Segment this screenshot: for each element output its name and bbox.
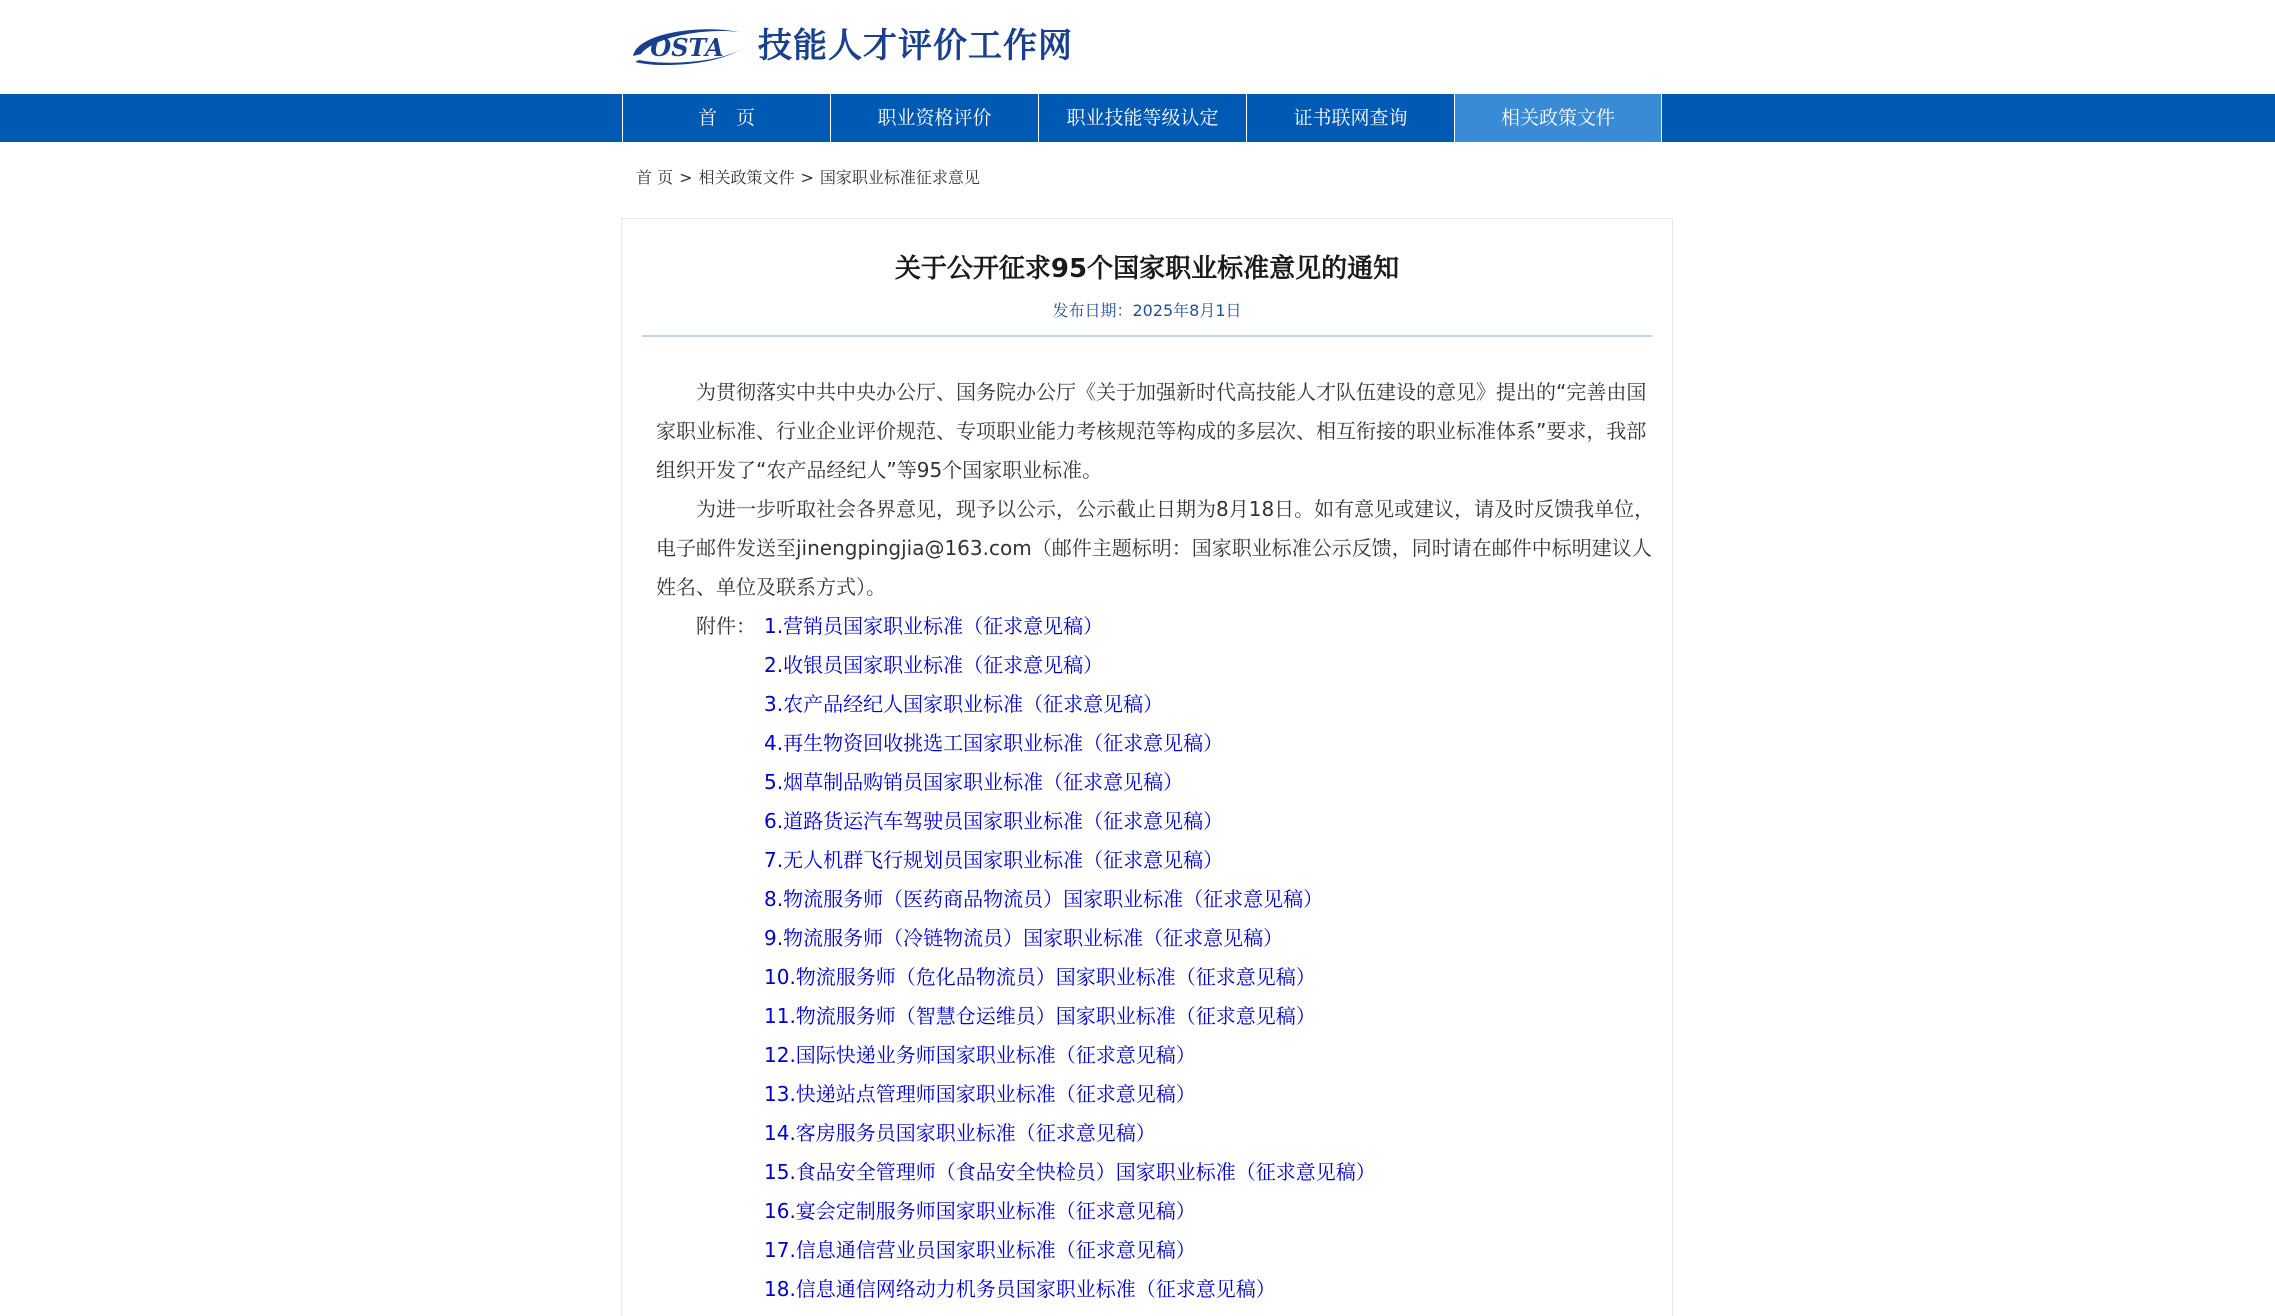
- list-item: [764, 646, 1376, 685]
- site-title: 技能人才评价工作网: [758, 26, 1073, 66]
- body-paragraph: 为进一步听取社会各界意见，现予以公示，公示截止日期为8月18日。如有意见或建议，请及时反馈我单位，电子邮件发送至jinengpingjia@163.com（邮件主题标明：国家职业标准公示反馈，同时请在邮件中标明建议人姓名、单位及联系方式）。: [656, 497, 1655, 599]
- breadcrumb-home[interactable]: 首 页: [636, 168, 674, 187]
- list-item: [764, 1192, 1376, 1231]
- list-item: [764, 880, 1376, 919]
- attachment-link[interactable]: 2.收银员国家职业标准（征求意见稿）: [764, 653, 1104, 677]
- list-item: [764, 802, 1376, 841]
- main-navigation: [0, 94, 2275, 142]
- site-header: [0, 0, 2275, 94]
- list-item: [764, 1036, 1376, 1075]
- attachment-link[interactable]: 13.快递站点管理师国家职业标准（征求意见稿）: [764, 1082, 1196, 1106]
- list-item: [764, 958, 1376, 997]
- attachment-link[interactable]: 10.物流服务师（危化品物流员）国家职业标准（征求意见稿）: [764, 965, 1316, 989]
- attachment-list: [764, 607, 1376, 1309]
- list-item: [764, 919, 1376, 958]
- attachment-link[interactable]: 1.营销员国家职业标准（征求意见稿）: [764, 614, 1104, 638]
- attachment-link[interactable]: 4.再生物资回收挑选工国家职业标准（征求意见稿）: [764, 731, 1224, 755]
- list-item: [764, 997, 1376, 1036]
- list-item: [764, 841, 1376, 880]
- attachments-label: 附件：: [696, 614, 756, 638]
- breadcrumb-separator: >: [800, 168, 814, 187]
- attachment-link[interactable]: 18.信息通信网络动力机务员国家职业标准（征求意见稿）: [764, 1277, 1276, 1301]
- attachment-link[interactable]: 11.物流服务师（智慧仓运维员）国家职业标准（征求意见稿）: [764, 1004, 1316, 1028]
- list-item: [764, 685, 1376, 724]
- list-item: [764, 1153, 1376, 1192]
- nav-item-policy-documents[interactable]: 相关政策文件: [1454, 94, 1662, 142]
- article-title: 关于公开征求95个国家职业标准意见的通知: [894, 254, 1400, 284]
- list-item: [764, 1114, 1376, 1153]
- attachment-link[interactable]: 5.烟草制品购销员国家职业标准（征求意见稿）: [764, 770, 1184, 794]
- list-item: [764, 1270, 1376, 1309]
- article-body: [656, 373, 1656, 607]
- nav-item-certificate-query[interactable]: 证书联网查询: [1246, 94, 1454, 142]
- title-divider: [642, 335, 1652, 337]
- publish-date: 发布日期：2025年8月1日: [1052, 301, 1242, 320]
- attachment-link[interactable]: 12.国际快递业务师国家职业标准（征求意见稿）: [764, 1043, 1196, 1067]
- logo-text: OSTA: [650, 33, 724, 62]
- osta-logo[interactable]: [627, 22, 747, 72]
- breadcrumb-separator: >: [679, 168, 693, 187]
- attachment-link[interactable]: 7.无人机群飞行规划员国家职业标准（征求意见稿）: [764, 848, 1224, 872]
- attachment-link[interactable]: 9.物流服务师（冷链物流员）国家职业标准（征求意见稿）: [764, 926, 1284, 950]
- nav-item-skill-level-certification[interactable]: 职业技能等级认定: [1038, 94, 1246, 142]
- attachment-link[interactable]: 3.农产品经纪人国家职业标准（征求意见稿）: [764, 692, 1164, 716]
- list-item: [764, 724, 1376, 763]
- list-item: [764, 607, 1376, 646]
- body-paragraph: 为贯彻落实中共中央办公厅、国务院办公厅《关于加强新时代高技能人才队伍建设的意见》提出的“完善由国家职业标准、行业企业评价规范、专项职业能力考核规范等构成的多层次、相互衔接的职业标准体系”要求，我部组织开发了“农产品经纪人”等95个国家职业标准。: [656, 380, 1647, 482]
- breadcrumb-current[interactable]: 国家职业标准征求意见: [819, 168, 980, 187]
- attachment-link[interactable]: 16.宴会定制服务师国家职业标准（征求意见稿）: [764, 1199, 1196, 1223]
- list-item: [764, 1075, 1376, 1114]
- breadcrumb-policy-documents[interactable]: 相关政策文件: [698, 168, 795, 187]
- nav-item-home[interactable]: 首 页: [622, 94, 830, 142]
- attachment-link[interactable]: 14.客房服务员国家职业标准（征求意见稿）: [764, 1121, 1156, 1145]
- attachment-link[interactable]: 17.信息通信营业员国家职业标准（征求意见稿）: [764, 1238, 1196, 1262]
- nav-items: [622, 94, 1662, 142]
- attachment-link[interactable]: 15.食品安全管理师（食品安全快检员）国家职业标准（征求意见稿）: [764, 1160, 1376, 1184]
- nav-item-qualification-evaluation[interactable]: 职业资格评价: [830, 94, 1038, 142]
- article-panel: [621, 218, 1673, 1316]
- attachment-link[interactable]: 8.物流服务师（医药商品物流员）国家职业标准（征求意见稿）: [764, 887, 1324, 911]
- breadcrumb: [636, 166, 980, 190]
- list-item: [764, 763, 1376, 802]
- attachment-link[interactable]: 6.道路货运汽车驾驶员国家职业标准（征求意见稿）: [764, 809, 1224, 833]
- list-item: [764, 1231, 1376, 1270]
